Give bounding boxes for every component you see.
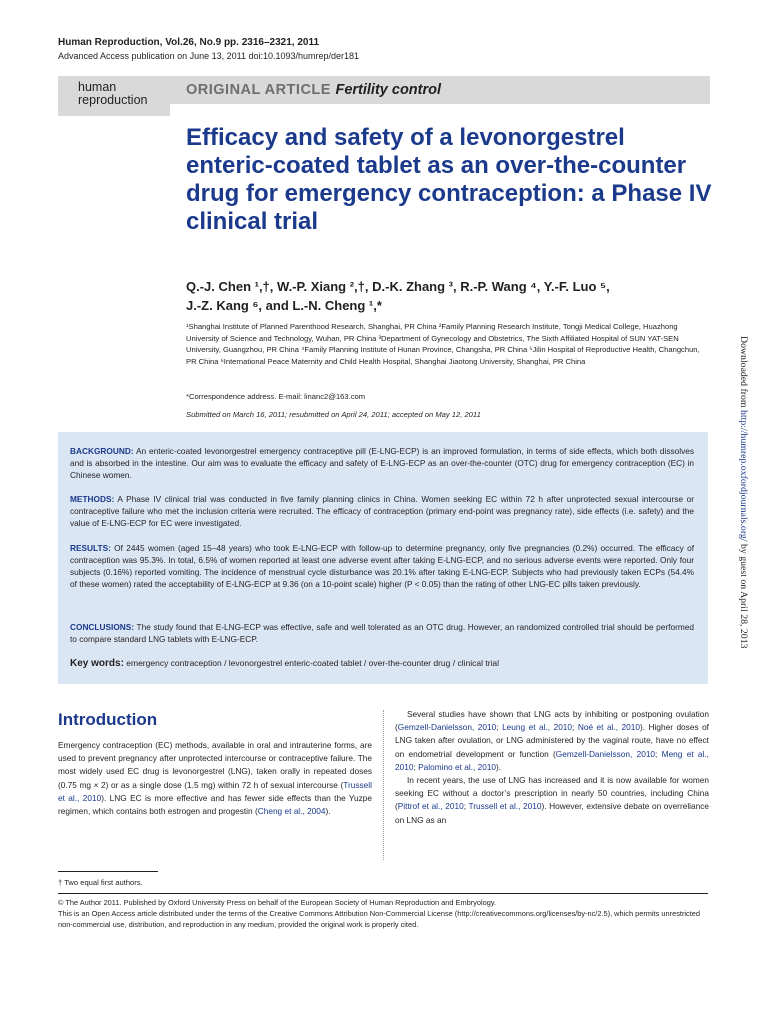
- abstract-background: [70, 445, 694, 481]
- methods-text: A Phase IV clinical trial was conducted in five family planning clinics in China. Women seeking EC within 72 h after unprotected sexual intercourse or contraceptive failure who met the inclusion criteria were recruited. The efficacy of contraception (primary end-point was pregnancy rate), side effects (i.e. safety) and the value of E-LNG-ECP for EC were investigated.: [70, 494, 694, 528]
- intro-text: ). LNG EC is more effective and has fewer side effects than the Yuzpe regimen, which contains both estrogen and progestin (: [58, 792, 372, 817]
- abstract-results: [70, 542, 694, 590]
- intro-text: ). Higher doses of LNG taken after ovulation, or LNG administered by the vaginal route, have no effect on endometrial development or function (: [395, 722, 709, 759]
- article-subtype: Fertility control: [335, 82, 442, 98]
- citation-link[interactable]: Trussell et al., 2010: [468, 801, 542, 812]
- intro-text: ).: [496, 761, 502, 772]
- article-type-label: [186, 82, 441, 98]
- abstract-conclusions: [70, 621, 694, 645]
- results-heading: RESULTS:: [70, 543, 111, 553]
- keywords-heading: Key words:: [70, 658, 124, 669]
- keywords-text: emergency contraception / levonorgestrel enteric-coated tablet / over-the-counter drug / clinical trial: [123, 658, 500, 668]
- journal-logo-text: [78, 81, 148, 107]
- authors-line-2: J.-Z. Kang ⁶, and L.-N. Cheng ¹,*: [186, 298, 382, 313]
- footnote: † Two equal first authors.: [58, 878, 143, 887]
- download-suffix: by guest on April 28, 2013: [738, 541, 749, 649]
- intro-text: ;: [572, 722, 578, 733]
- abstract-methods: [70, 493, 694, 529]
- footnote-rule: [58, 871, 158, 872]
- affiliations: ¹Shanghai Institute of Planned Parenthood Research, Shanghai, PR China ²Family Planning Research Institute, Tongji Medical College, Huazhong University of Science and Technology, Wuhan, PR China ³Department of Gynecology and Obstetrics, The Sixth Affiliated Hospital of SUN YAT-SEN University, Guangzhou, PR China ⁴Family Planning Institute of Hunan Province, Changsha, PR China ⁵Jilin Hospital of Reproductive Health, Changchun, PR China ⁶International Peace Maternity and Child Health Hospital, Shanghai Jiaotong University, Shanghai, PR China: [186, 322, 700, 366]
- conclusions-heading: CONCLUSIONS:: [70, 622, 135, 632]
- citation-link[interactable]: Leung et al., 2010: [502, 722, 573, 733]
- journal-logo: [58, 76, 170, 116]
- citation-link[interactable]: Noé et al., 2010: [577, 722, 640, 733]
- intro-text: ). However, extensive debate on overreliance on LNG as an: [395, 801, 709, 825]
- intro-text: Several studies have shown that LNG acts by inhibiting or postponing ovulation (: [395, 709, 709, 733]
- introduction-left-paragraph: [58, 739, 372, 818]
- citation-link[interactable]: Cheng et al., 2004: [257, 806, 326, 817]
- advance-access-line: Advanced Access publication on June 13, 2011 doi:10.1093/humrep/der181: [58, 51, 360, 61]
- article-title: Efficacy and safety of a levonorgestrel enteric-coated tablet as an over-the-counter drug for emergency contraception: a Phase IV clinical trial: [186, 124, 712, 235]
- copyright-rule: [58, 893, 708, 894]
- intro-text: ;: [413, 761, 419, 772]
- intro-text: ;: [655, 748, 662, 759]
- author-list: [186, 277, 706, 315]
- download-sidebar: [738, 336, 758, 676]
- intro-text: In recent years, the use of LNG has increased and it is now available for women seeking EC without a doctor’s prescription in nearly 50 countries, including China (: [395, 775, 709, 812]
- abstract-box: [58, 432, 708, 684]
- keywords: [70, 658, 499, 669]
- citation-link[interactable]: Gemzell-Danielsson, 2010: [555, 748, 656, 759]
- intro-text: ;: [496, 722, 503, 733]
- logo-line-2: reproduction: [78, 93, 148, 107]
- copyright-line-2: This is an Open Access article distributed under the terms of the Creative Commons Attribution Non-Commercial License (http://creativecommons.org/licenses/by-nc/2.5), which permits unrestricted non-commercial use, distribution, and reproduction in any medium, provided the original work is properly cited.: [58, 909, 701, 929]
- article-type: ORIGINAL ARTICLE: [186, 82, 331, 98]
- intro-text: ).: [325, 806, 331, 817]
- citation-link[interactable]: Palomino et al., 2010: [418, 761, 497, 772]
- citation-link[interactable]: Trussell et al., 2010: [58, 779, 372, 803]
- conclusions-text: The study found that E-LNG-ECP was effective, safe and well tolerated as an OTC drug. However, an randomized controlled trial should be performed to compare standard LNG tablets with E-LNG-ECP.: [70, 622, 694, 644]
- logo-line-1: human: [78, 80, 117, 94]
- article-type-band: [170, 76, 710, 104]
- download-link[interactable]: http://humrep.oxfordjournals.org/: [738, 410, 749, 542]
- authors-line-1: Q.-J. Chen ¹,†, W.-P. Xiang ²,†, D.-K. Zhang ³, R.-P. Wang ⁴, Y.-F. Luo ⁵,: [186, 279, 610, 294]
- citation-link[interactable]: Pittrof et al., 2010: [397, 801, 464, 812]
- introduction-heading: Introduction: [58, 710, 158, 729]
- introduction-right-paragraph-2: [395, 774, 709, 827]
- copyright-notice: [58, 897, 708, 930]
- copyright-line-1: © The Author 2011. Published by Oxford University Press on behalf of the European Society of Human Reproduction and Embryology.: [58, 898, 497, 907]
- citation-link[interactable]: Meng et al., 2010: [395, 748, 709, 772]
- results-text: Of 2445 women (aged 15–48 years) who took E-LNG-ECP with follow-up to determine pregnancy, only five pregnancies (0.2%) occurred. The efficacy of contraception was 95.3%. In total, 6.5% of women reported at least one adverse event after taking E-LNG-ECP, and no serious adverse events were reported. Only four subjects (0.16%) reported vomiting. The incidence of menstrual cycle disturbance was 20.1% after taking E-LNG-ECP. Subjects who had previously taken ECPs (54.4% of these women) rated the acceptability of E-LNG-ECP at 9.36 (on a 10-point scale) higher (P < 0.05) than the rating of other LNG-EC pills taken previously.: [70, 543, 694, 589]
- correspondence-address: *Correspondence address. E-mail: linanc2@163.com: [186, 392, 366, 401]
- download-prefix: Downloaded from: [738, 336, 749, 411]
- introduction-right-column: [395, 708, 709, 827]
- methods-heading: METHODS:: [70, 494, 115, 504]
- column-divider: [383, 710, 384, 860]
- intro-text: Emergency contraception (EC) methods, available in oral and intrauterine forms, are used to prevent pregnancy after unprotected intercourse or contraceptive failure. The most widely used EC drug is levonorgestrel (LNG), taken orally in repeated doses (0.75 mg × 2) or as a single dose (1.5 mg) within 72 h of sexual intercourse (: [58, 740, 372, 790]
- download-notice: [738, 336, 749, 649]
- intro-text: ;: [463, 801, 469, 812]
- introduction-right-paragraph-1: [395, 708, 709, 774]
- submission-dates: Submitted on March 16, 2011; resubmitted on April 24, 2011; accepted on May 12, 2011: [186, 410, 481, 419]
- citation-link[interactable]: Gemzell-Danielsson, 2010: [397, 722, 497, 733]
- background-text: An enteric-coated levonorgestrel emergency contraceptive pill (E-LNG-ECP) is an improved formulation, in terms of side effects, which both dissolves and is absorbed in the intestine. Our aim was to evaluate the efficacy and safety of E-LNG-ECP as an over-the-counter (OTC) drug for emergency contraception (EC) in Chinese women.: [70, 446, 694, 480]
- journal-citation: Human Reproduction, Vol.26, No.9 pp. 2316–2321, 2011: [58, 37, 320, 48]
- background-heading: BACKGROUND:: [70, 446, 134, 456]
